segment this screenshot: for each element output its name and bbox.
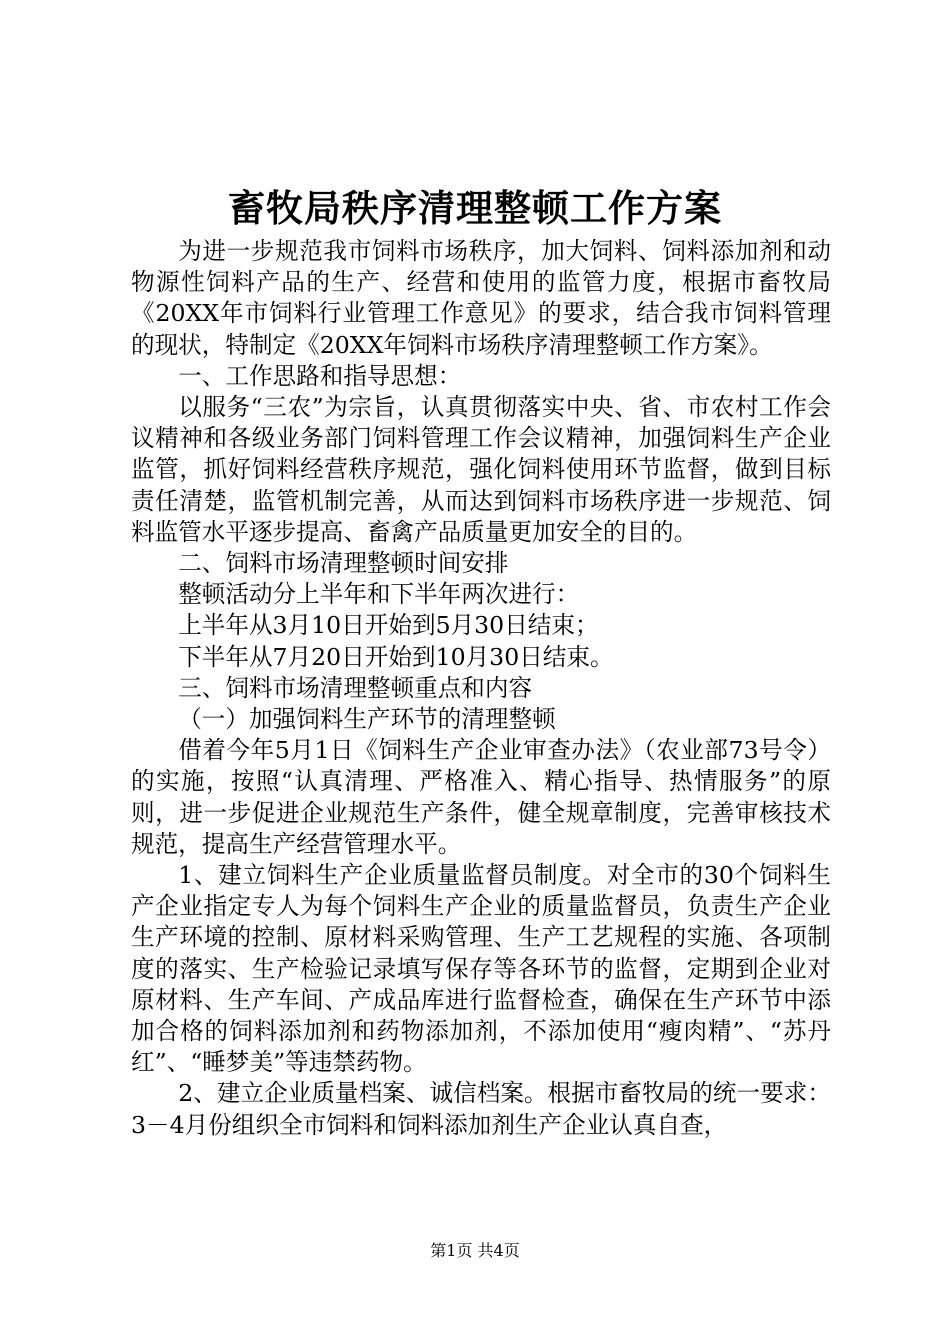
- document-title: 畜牧局秩序清理整顿工作方案: [228, 186, 722, 230]
- paragraph-guiding-idea: 以服务“三农”为宗旨，认真贯彻落实中央、省、市农村工作会议精神和各级业务部门饲料管理工作会议精神，加强饲料生产企业监管，抓好饲料经营秩序规范，强化饲料使用环节监督，做到目标责任清楚，监管机制完善，从而达到饲料市场秩序进一步规范、饲料监管水平逐步提高、畜禽产品质量更加安全的目的。: [131, 393, 831, 546]
- paragraph-item-1: 1、建立饲料生产企业质量监督员制度。对全市的30个饲料生产企业指定专人为每个饲料生产企业的质量监督员，负责生产企业生产环境的控制、原材料采购管理、生产工艺规程的实施、各项制度的落实、生产检验记录填写保存等各环节的监督，定期到企业对原材料、生产车间、产成品库进行监督检查，确保在生产环节中添加合格的饲料添加剂和药物添加剂，不添加使用“瘦肉精”、“苏丹红”、“睡梦美”等违禁药物。: [131, 861, 831, 1077]
- paragraph-item-2: 2、建立企业质量档案、诚信档案。根据市畜牧局的统一要求：3－4月份组织全市饲料和饲料添加剂生产企业认真自查，: [131, 1079, 831, 1139]
- heading-section-3: 三、饲料市场清理整顿重点和内容: [178, 673, 533, 702]
- heading-section-2: 二、饲料市场清理整顿时间安排: [178, 549, 509, 578]
- document-body: [131, 236, 831, 1141]
- paragraph-second-half: 下半年从7月20日开始到10月30日结束。: [178, 642, 614, 671]
- page-footer: 第1页 共4页: [430, 1241, 520, 1260]
- paragraph-intro: 为进一步规范我市饲料市场秩序，加大饲料、饲料添加剂和动物源性饲料产品的生产、经营和使用的监管力度，根据市畜牧局《20XX年市饲料行业管理工作意见》的要求，结合我市饲料管理的现状，特制定《20XX年饲料市场秩序清理整顿工作方案》。: [131, 237, 831, 359]
- paragraph-first-half: 上半年从3月10日开始到5月30日结束；: [178, 611, 599, 640]
- heading-subsection-1: （一）加强饲料生产环节的清理整顿: [178, 705, 556, 734]
- paragraph-production: 借着今年5月1日《饲料生产企业审查办法》（农业部73号令）的实施，按照“认真清理、严格准入、精心指导、热情服务”的原则，进一步促进企业规范生产条件，健全规章制度，完善审核技术规范，提高生产经营管理水平。: [131, 736, 831, 858]
- heading-section-1: 一、工作思路和指导思想：: [178, 361, 462, 390]
- paragraph-schedule: 整顿活动分上半年和下半年两次进行：: [178, 580, 580, 609]
